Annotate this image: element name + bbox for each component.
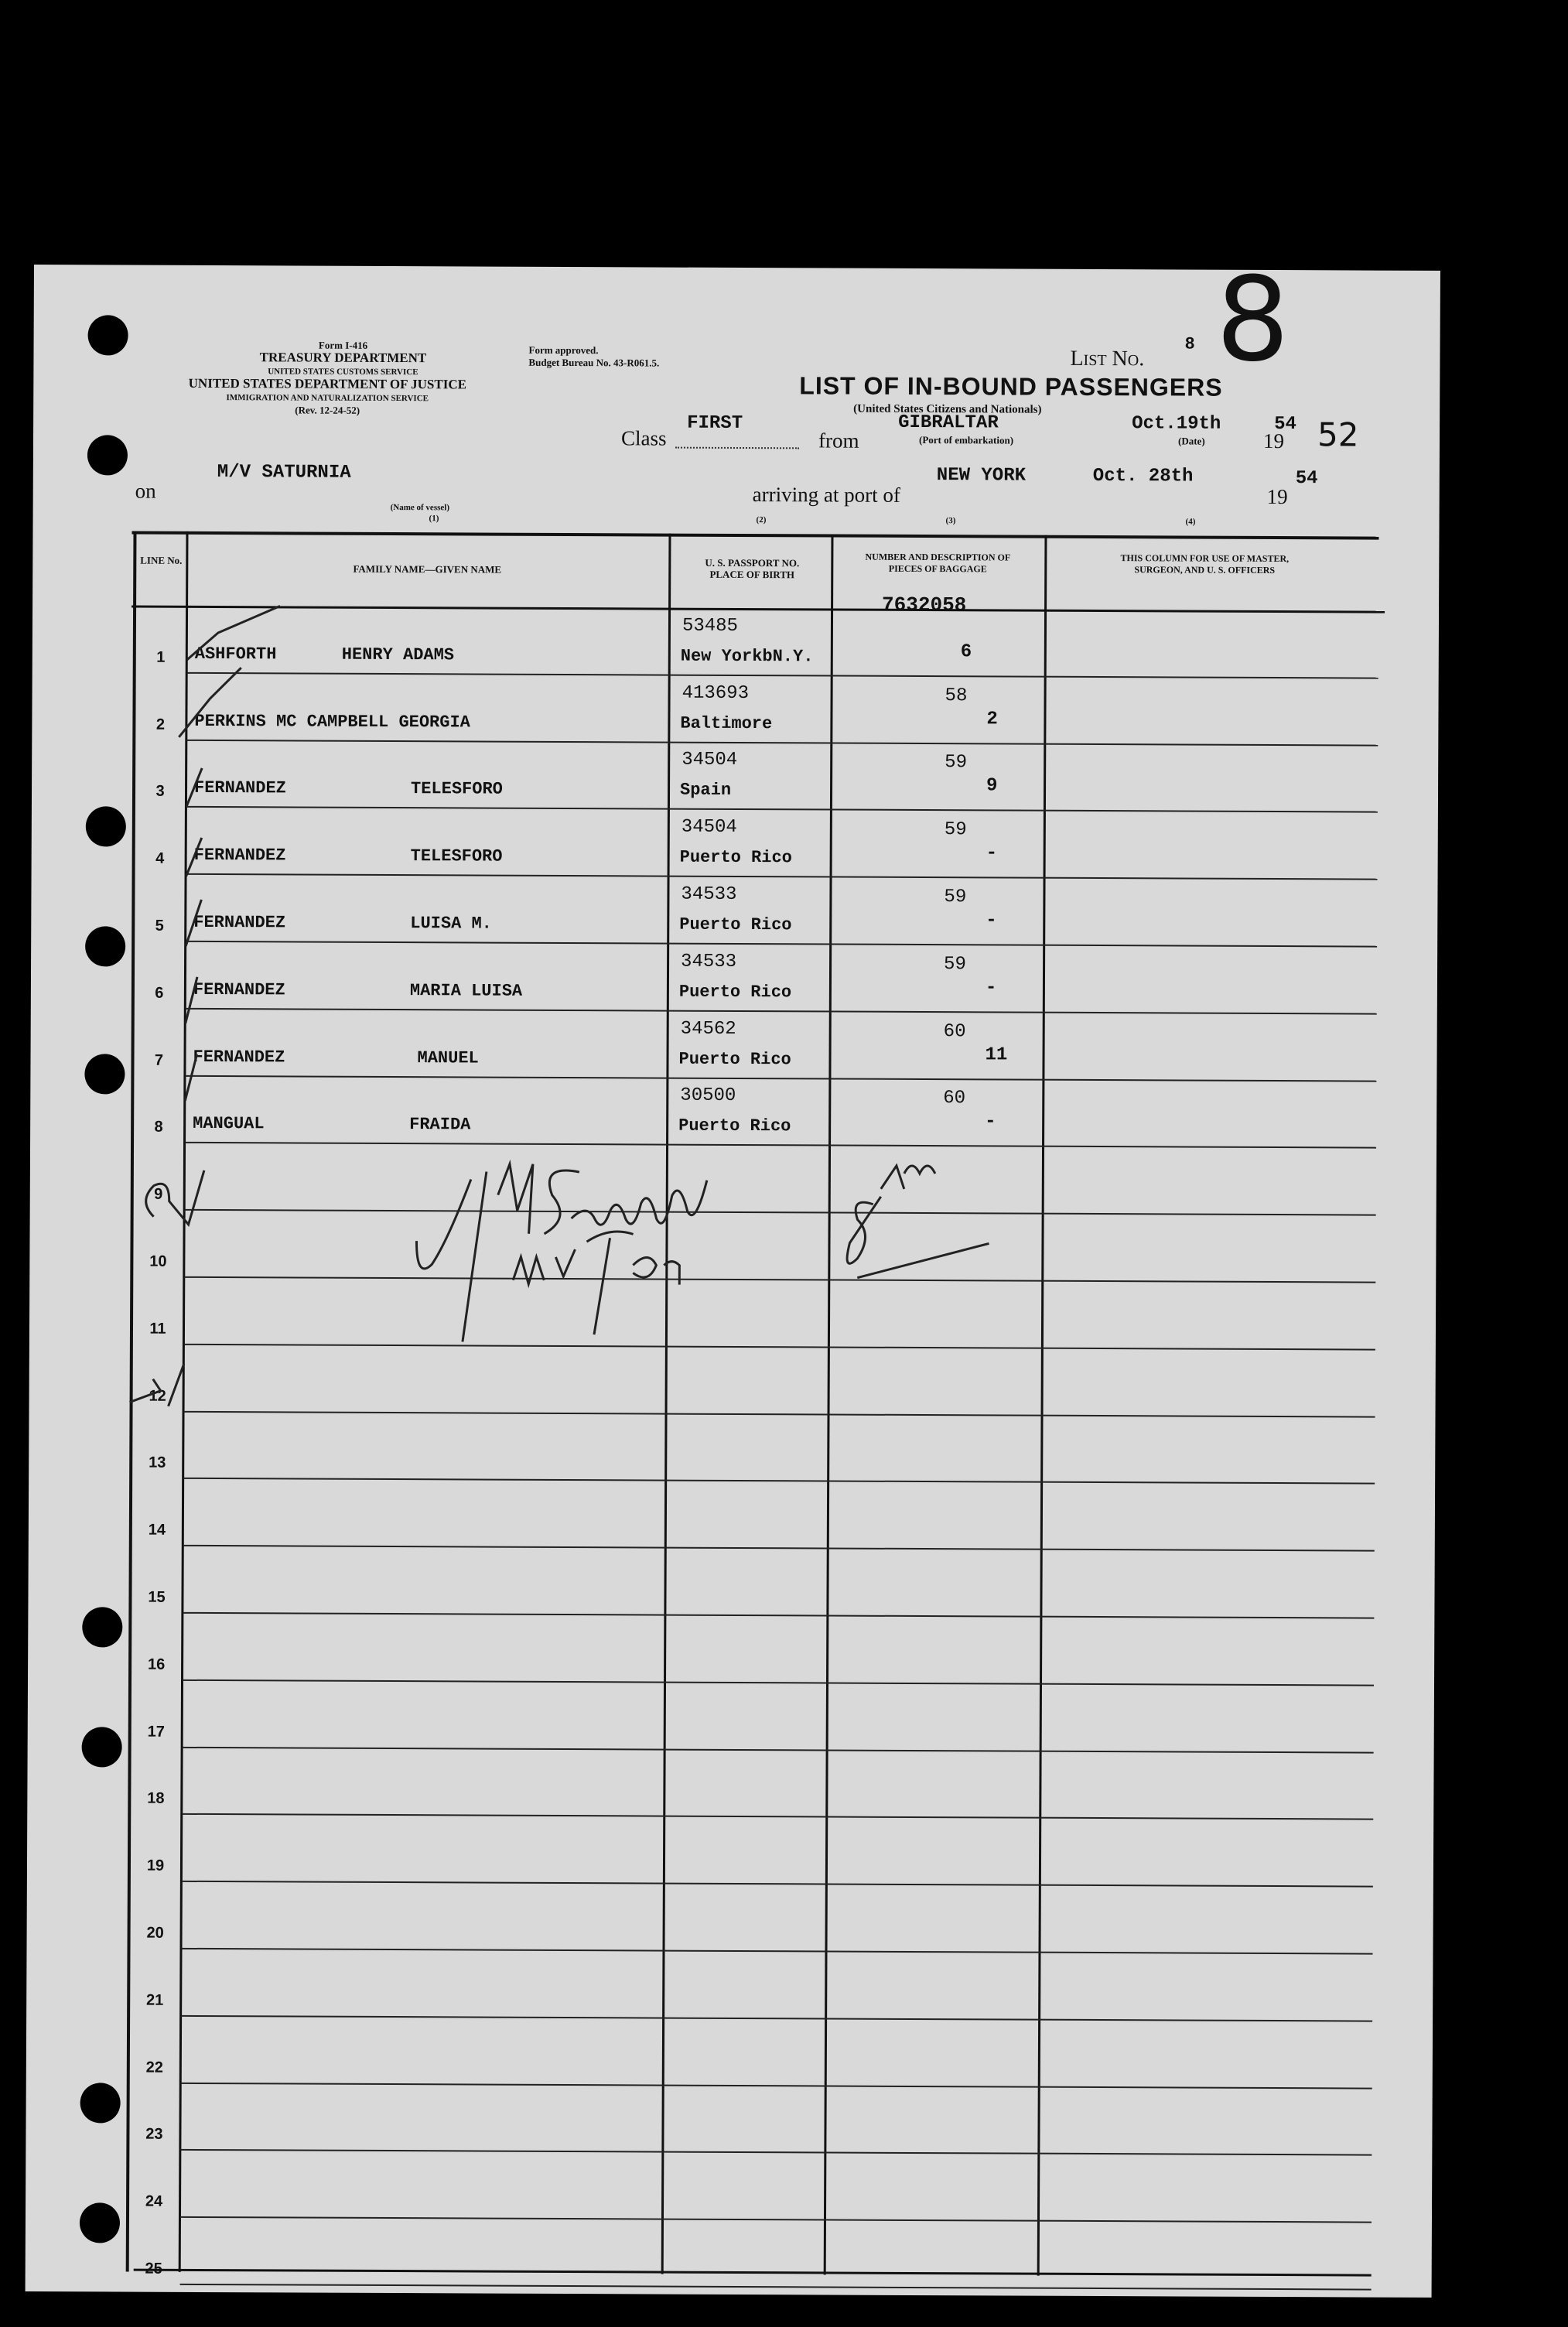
departure-year-handwritten: 52 — [1317, 415, 1359, 454]
line-number: 19 — [146, 1857, 165, 1874]
officer-signature — [401, 1148, 1020, 1351]
arrival-date: Oct. 28th — [1092, 465, 1194, 487]
col-header-officers: THIS COLUMN FOR USE OF MASTER, SURGEON, AND U. S. OFFICERS — [1120, 552, 1290, 576]
row-rule — [183, 1746, 1374, 1753]
line-number: 15 — [148, 1588, 166, 1606]
row-rule — [184, 1410, 1375, 1417]
arrival-year-prefix: 19 — [1266, 484, 1288, 509]
line-number: 23 — [145, 2126, 163, 2144]
row-rule — [186, 806, 1378, 813]
family-name: PERKINS MC CAMPBELL GEORGIA — [194, 711, 470, 733]
list-no-label: List No. — [1070, 346, 1145, 371]
age: 60 — [943, 1088, 966, 1109]
line-number: 7 — [154, 1051, 164, 1069]
arriving-label: arriving at port of — [752, 483, 900, 507]
row-rule — [183, 1679, 1374, 1686]
passport-number: 30500 — [680, 1085, 736, 1107]
line-number: 2 — [155, 716, 166, 733]
baggage-pieces: - — [986, 842, 998, 864]
form-approved: Form approved. — [528, 343, 599, 357]
vessel-caption-number: (1) — [429, 514, 439, 524]
row-rule — [185, 1075, 1376, 1081]
place-of-birth: Puerto Rico — [678, 1116, 791, 1136]
line-number: 16 — [147, 1656, 166, 1673]
departure-date: Oct.19th — [1132, 413, 1221, 435]
passport-number: 34533 — [681, 951, 737, 972]
baggage-pieces: 2 — [986, 708, 998, 730]
given-name: LUISA M. — [410, 914, 492, 934]
line-number: 9 — [154, 1185, 163, 1203]
col2-number: (2) — [756, 515, 767, 525]
passport-number: 34504 — [681, 816, 737, 839]
row-rule — [185, 1142, 1376, 1149]
given-name: TELESFORO — [410, 846, 503, 866]
document-subtitle: (United States Citizens and Nationals) — [853, 402, 1042, 416]
age: 59 — [944, 887, 967, 908]
place-of-birth: Puerto Rico — [679, 914, 792, 935]
row-rule — [186, 873, 1378, 880]
punch-hole — [85, 926, 125, 966]
given-name: FRAIDA — [409, 1115, 471, 1135]
given-name: MARIA LUISA — [409, 980, 523, 1001]
date-caption: (Date) — [1177, 435, 1205, 447]
year-prefix: 19 — [1262, 429, 1285, 453]
from-port: GIBRALTAR — [898, 412, 999, 434]
age: 59 — [944, 953, 966, 976]
place-of-birth: Spain — [679, 781, 732, 801]
row-rule — [183, 1545, 1375, 1552]
place-of-birth: Puerto Rico — [678, 1049, 791, 1069]
line-number: 13 — [149, 1454, 166, 1472]
row-rule — [182, 1881, 1373, 1888]
from-label: from — [818, 429, 859, 453]
line-number: 18 — [147, 1790, 165, 1808]
col-header-line-no: LINE No. — [140, 554, 183, 566]
passport-divider — [824, 534, 834, 2274]
family-name: ASHFORTH — [194, 644, 277, 665]
line-number: 8 — [154, 1119, 163, 1136]
line-number: 20 — [146, 1924, 164, 1942]
row-rule — [183, 1478, 1375, 1485]
ins-service: IMMIGRATION AND NATURALIZATION SERVICE — [226, 393, 429, 404]
place-of-birth: New YorkbN.Y. — [680, 646, 814, 667]
baggage-pieces: 6 — [960, 641, 972, 663]
given-name: HENRY ADAMS — [341, 644, 455, 665]
age: 58 — [945, 685, 968, 706]
family-name: FERNANDEZ — [193, 979, 285, 1000]
name-divider — [661, 534, 671, 2274]
age: 59 — [944, 819, 967, 841]
arrival-port: NEW YORK — [936, 465, 1027, 487]
line-number: 6 — [155, 984, 164, 1002]
line-number: 17 — [147, 1723, 165, 1741]
manifest-sheet — [26, 252, 1440, 2298]
baggage-pieces: - — [985, 977, 997, 999]
line-number: 4 — [155, 849, 165, 867]
given-name: MANUEL — [417, 1047, 479, 1068]
col-header-passport: U. S. PASSPORT NO. PLACE OF BIRTH — [705, 556, 800, 581]
line-number: 21 — [146, 1991, 164, 2009]
age: 60 — [943, 1020, 966, 1042]
passport-number: 34533 — [681, 883, 737, 905]
form-number: Form I-416 — [318, 339, 368, 351]
line-number: 11 — [149, 1320, 166, 1338]
punch-hole — [87, 435, 128, 475]
line-number: 1 — [156, 648, 166, 666]
line-number: 10 — [149, 1252, 167, 1270]
row-rule — [183, 1612, 1374, 1619]
class-value: FIRST — [687, 412, 743, 434]
place-of-birth: Puerto Rico — [679, 847, 792, 868]
col-header-baggage: NUMBER AND DESCRIPTION OF PIECES OF BAGGAGE — [865, 551, 1011, 575]
table-bottom-border — [134, 2269, 1372, 2277]
baggage-divider — [1037, 535, 1047, 2276]
family-name: FERNANDEZ — [193, 1047, 285, 1068]
arrival-year: 54 — [1295, 468, 1318, 490]
punch-hole — [84, 1054, 125, 1094]
table-top-border — [132, 531, 1378, 540]
port-caption: (Port of embarkation) — [918, 433, 1014, 446]
list-no-typed: 8 — [1184, 334, 1195, 354]
passport-number: 53485 — [682, 615, 739, 637]
col3-number: (3) — [945, 516, 956, 526]
punch-hole — [82, 1607, 122, 1647]
vessel-name: M/V SATURNIA — [217, 462, 351, 484]
row-rule — [181, 1948, 1372, 1955]
class-label: Class — [620, 426, 667, 450]
given-name: TELESFORO — [410, 779, 503, 800]
place-of-birth: Baltimore — [680, 713, 773, 733]
customs-service: UNITED STATES CUSTOMS SERVICE — [268, 367, 418, 378]
row-rule — [181, 2082, 1372, 2089]
row-rule — [186, 1008, 1377, 1015]
row-rule — [186, 941, 1377, 948]
row-rule — [180, 2149, 1372, 2156]
row-rule — [182, 1813, 1373, 1820]
treasury-department: TREASURY DEPARTMENT — [259, 350, 427, 366]
departure-year-typed: 54 — [1274, 413, 1296, 436]
baggage-pieces: 11 — [985, 1044, 1008, 1066]
line-number: 3 — [155, 783, 165, 801]
place-of-birth: Puerto Rico — [678, 982, 792, 1003]
baggage-tag-number: 7632058 — [882, 593, 967, 617]
line-number: 12 — [149, 1387, 166, 1405]
punch-hole — [80, 2083, 121, 2123]
line-number: 24 — [145, 2192, 163, 2210]
family-name: FERNANDEZ — [193, 778, 286, 798]
punch-hole — [82, 1727, 122, 1767]
row-rule — [180, 2216, 1372, 2223]
row-rule — [180, 2284, 1372, 2291]
passport-number: 34504 — [682, 750, 738, 771]
passport-number: 34562 — [680, 1018, 736, 1040]
revision-date: (Rev. 12-24-52) — [295, 404, 360, 416]
punch-hole — [80, 2202, 120, 2243]
vessel-caption: (Name of vessel) — [390, 503, 450, 513]
row-rule — [181, 2015, 1372, 2022]
line-number: 25 — [145, 2260, 162, 2277]
col-header-name: FAMILY NAME—GIVEN NAME — [353, 562, 502, 576]
row-rule — [186, 739, 1378, 746]
line-number: 22 — [145, 2059, 164, 2076]
col4-number: (4) — [1185, 517, 1196, 527]
baggage-pieces: - — [986, 910, 997, 931]
department-of-justice: UNITED STATES DEPARTMENT OF JUSTICE — [188, 375, 467, 392]
punch-hole — [86, 806, 126, 846]
class-leader — [675, 447, 799, 450]
on-label: on — [135, 479, 156, 503]
budget-bureau: Budget Bureau No. 43-R061.5. — [528, 356, 660, 369]
family-name: FERNANDEZ — [193, 912, 286, 933]
family-name: MANGUAL — [193, 1114, 265, 1134]
document-title: LIST OF IN-BOUND PASSENGERS — [799, 371, 1223, 402]
row-rule — [187, 672, 1378, 679]
list-no-handwritten: 8 — [1215, 252, 1290, 388]
line-number: 14 — [148, 1521, 166, 1539]
check-marks — [121, 575, 326, 1442]
passport-number: 413693 — [682, 682, 750, 704]
age: 59 — [945, 752, 968, 774]
baggage-pieces: - — [985, 1111, 996, 1133]
family-name: FERNANDEZ — [193, 846, 286, 866]
punch-hole — [87, 315, 128, 355]
baggage-pieces: 9 — [986, 775, 998, 797]
line-number: 5 — [155, 917, 164, 935]
